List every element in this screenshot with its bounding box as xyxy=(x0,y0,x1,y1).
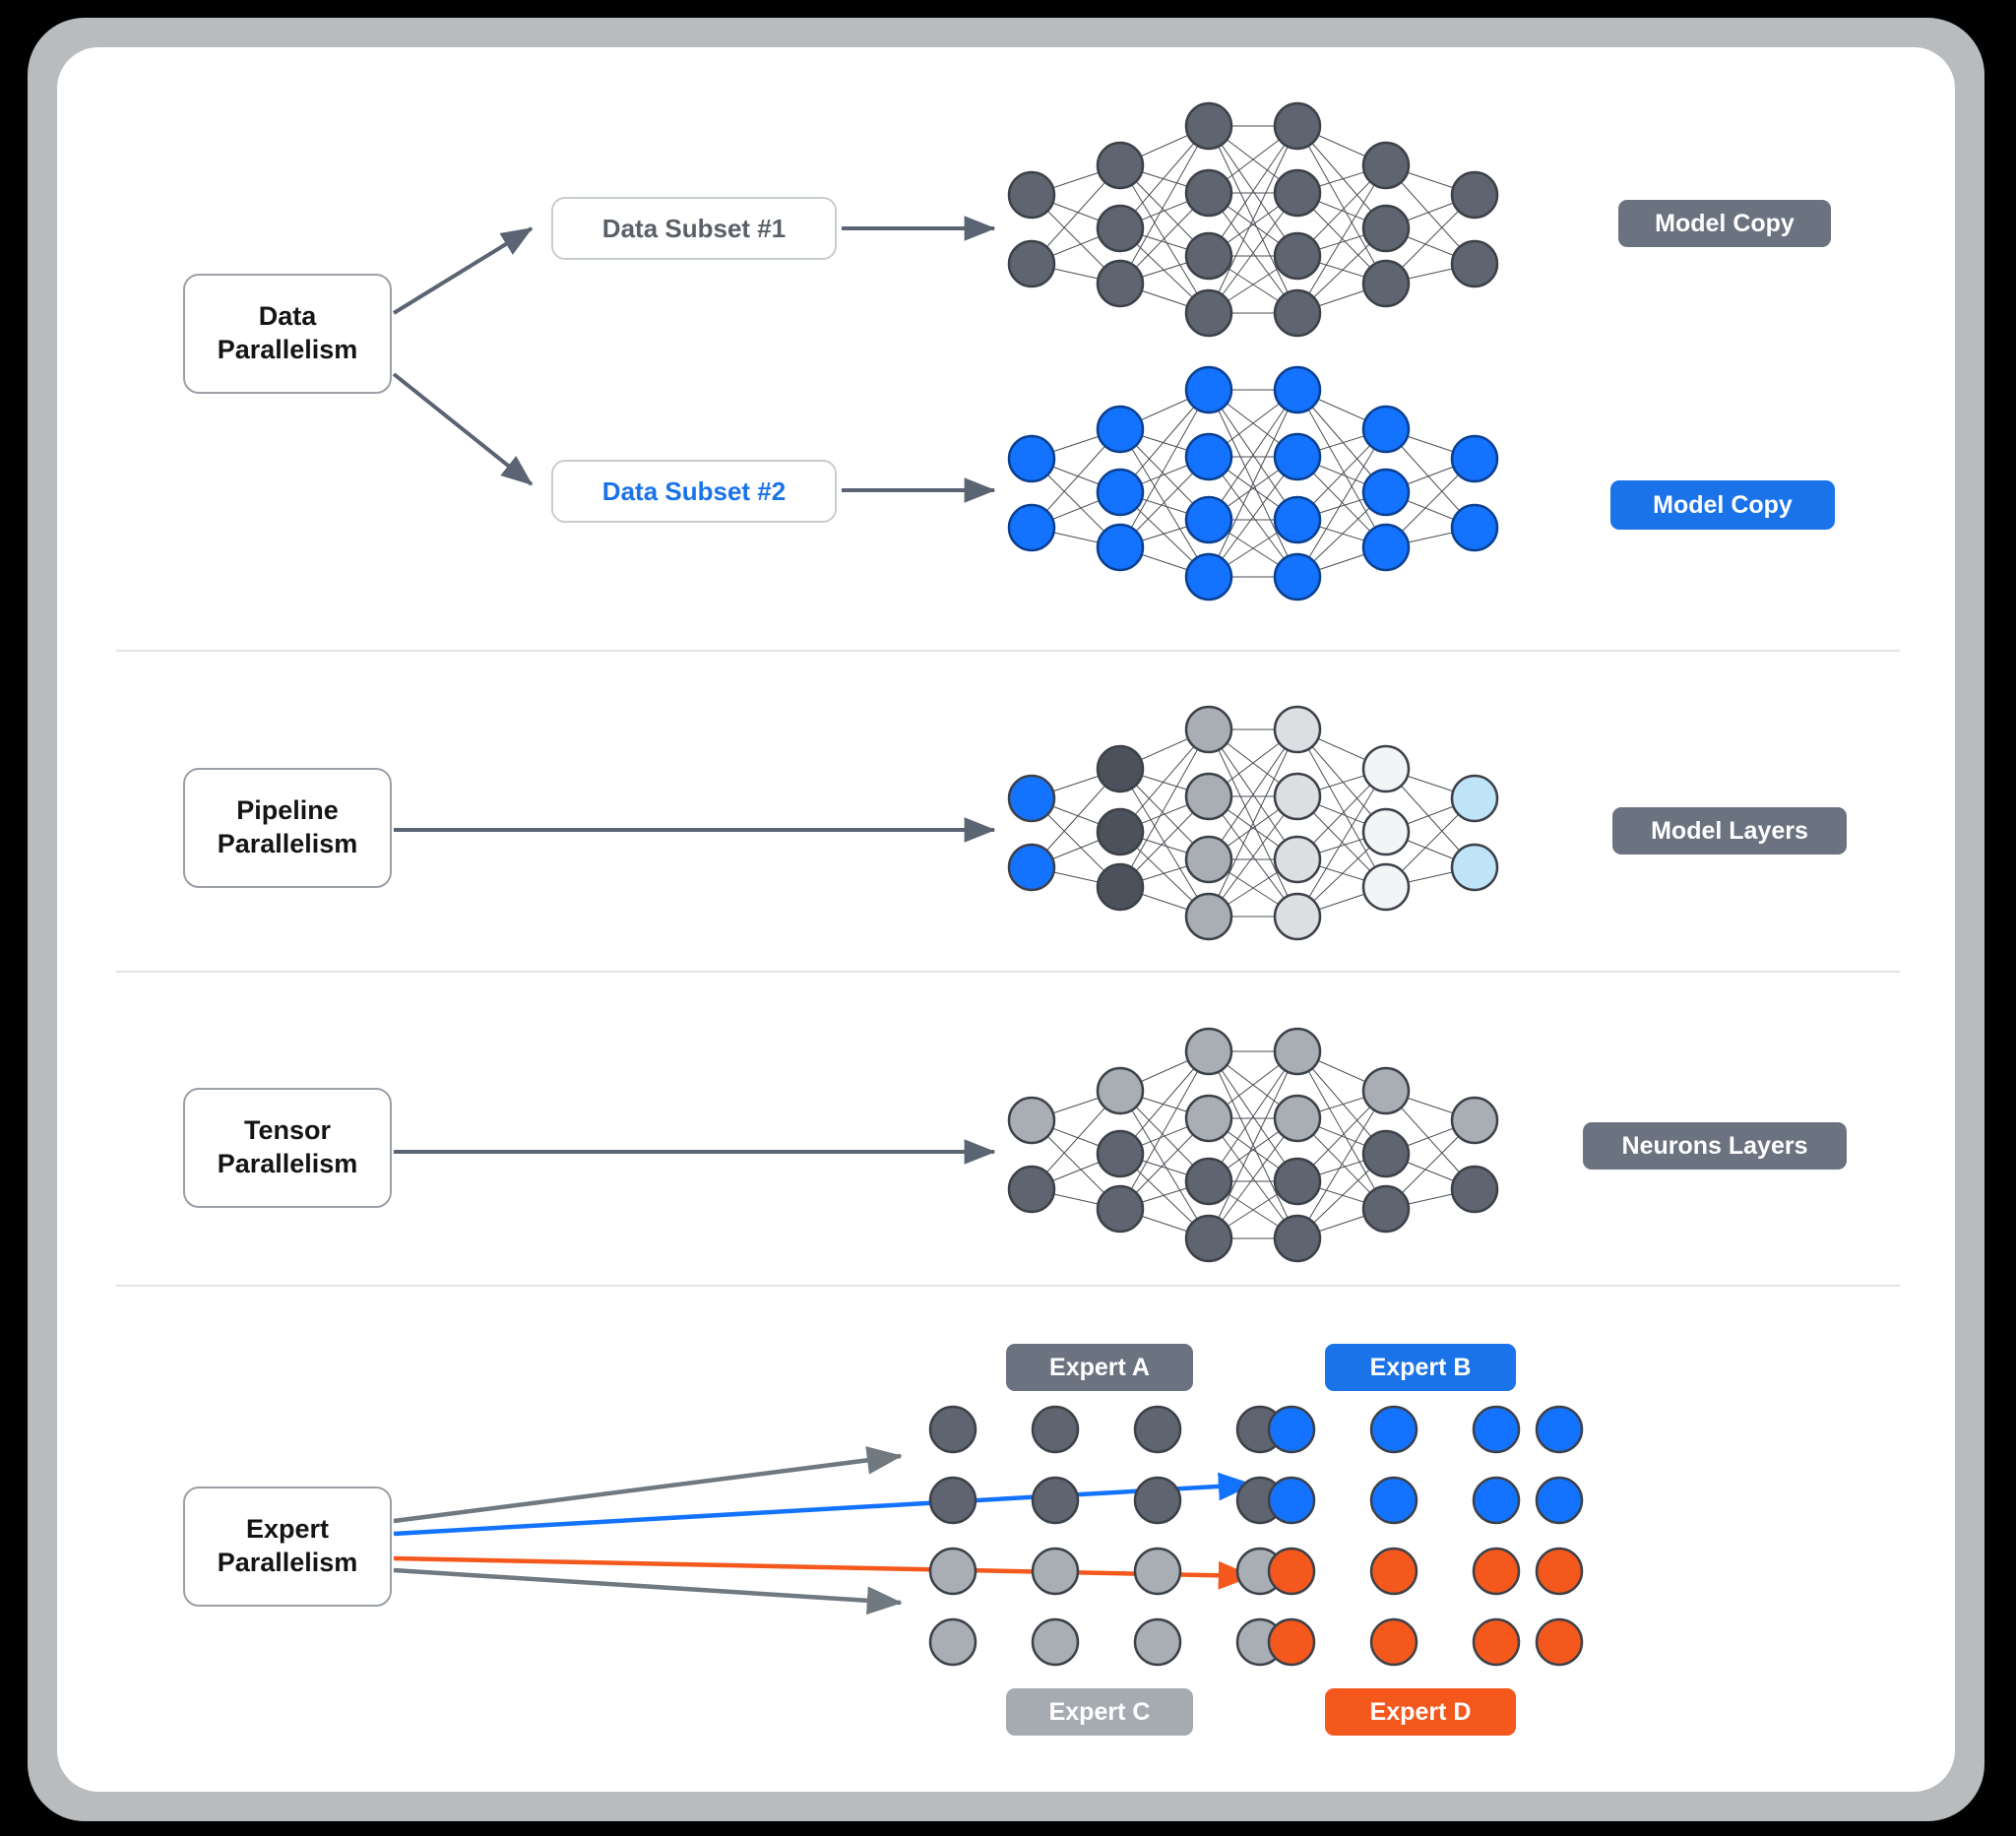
stage-label-line2: Parallelism xyxy=(217,829,358,858)
tag-expert-a xyxy=(1006,1344,1193,1391)
tag-neurons-layers xyxy=(1583,1122,1847,1170)
stage-label-data-parallelism xyxy=(218,300,358,367)
stage-box-expert-parallelism[interactable] xyxy=(183,1487,392,1607)
tag-expert-c xyxy=(1006,1688,1193,1736)
tag-model-copy-2 xyxy=(1610,480,1835,530)
stage-box-pipeline-parallelism[interactable] xyxy=(183,768,392,888)
stage-label-line1: Data xyxy=(258,301,317,332)
tag-model-copy-1 xyxy=(1618,200,1831,247)
data-subset-1-label: Data Subset #1 xyxy=(601,213,787,243)
divider-2 xyxy=(116,971,1900,973)
stage-label-line1: Tensor xyxy=(243,1115,331,1146)
tag-expert-a-label: Expert A xyxy=(1049,1353,1150,1381)
tag-neurons-layers-label: Neurons Layers xyxy=(1621,1131,1808,1160)
stage-label-line1: Pipeline xyxy=(236,795,339,826)
divider-3 xyxy=(116,1285,1900,1287)
stage-box-tensor-parallelism[interactable] xyxy=(183,1088,392,1208)
stage-box-data-parallelism[interactable] xyxy=(183,274,392,394)
tag-model-copy-1-label: Model Copy xyxy=(1655,209,1795,237)
divider-1 xyxy=(116,650,1900,652)
stage-label-expert-parallelism xyxy=(218,1513,358,1580)
stage-label-line2: Parallelism xyxy=(217,1149,358,1178)
tag-expert-c-label: Expert C xyxy=(1048,1697,1151,1726)
stage-label-line2: Parallelism xyxy=(217,335,358,364)
stage-label-pipeline-parallelism xyxy=(218,794,358,861)
tag-expert-b-label: Expert B xyxy=(1369,1353,1472,1381)
tag-model-layers-label: Model Layers xyxy=(1651,816,1808,845)
data-subset-1-box[interactable] xyxy=(551,197,837,260)
data-subset-2-box[interactable] xyxy=(551,460,837,523)
stage-label-line2: Parallelism xyxy=(217,1548,358,1577)
tag-expert-d xyxy=(1325,1688,1516,1736)
tag-model-layers xyxy=(1612,807,1847,855)
stage-label-tensor-parallelism xyxy=(218,1114,358,1181)
data-subset-2-label: Data Subset #2 xyxy=(601,475,787,506)
stage-label-line1: Expert xyxy=(245,1514,330,1545)
tag-expert-d-label: Expert D xyxy=(1369,1697,1472,1726)
tag-expert-b xyxy=(1325,1344,1516,1391)
tag-model-copy-2-label: Model Copy xyxy=(1653,490,1793,519)
